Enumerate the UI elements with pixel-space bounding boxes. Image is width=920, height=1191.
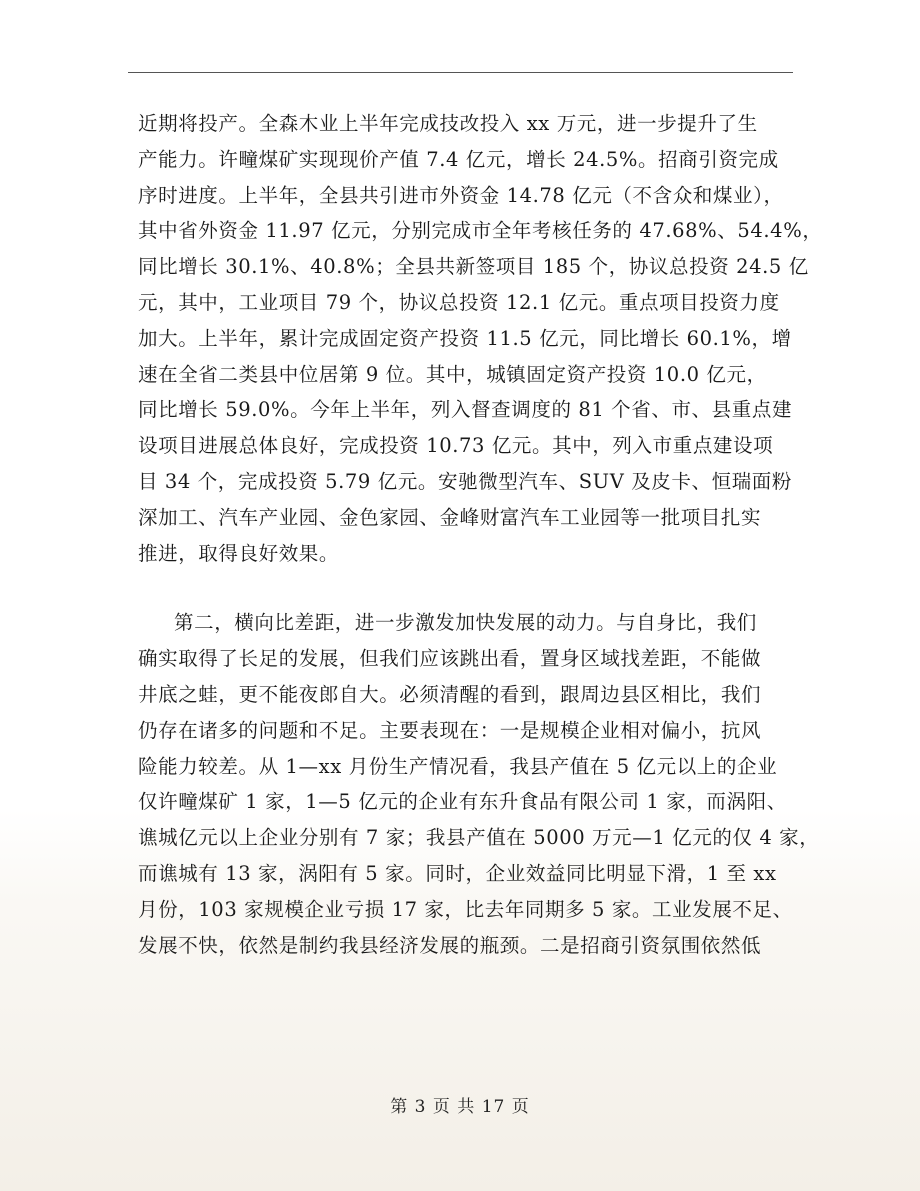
text-line: 月份，103 家规模企业亏损 17 家，比去年同期多 5 家。工业发展不足、 <box>138 897 793 921</box>
text-line: 井底之蛙，更不能夜郎自大。必须清醒的看到，跟周边县区相比，我们 <box>138 682 762 706</box>
text-line: 目 34 个，完成投资 5.79 亿元。安驰微型汽车、SUV 及皮卡、恒瑞面粉 <box>138 469 792 493</box>
text-line: 同比增长 30.1%、40.8%；全县共新签项目 185 个，协议总投资 24.5 亿 <box>138 255 809 279</box>
text-line: 确实取得了长足的发展，但我们应该跳出看，置身区域找差距，不能做 <box>138 647 762 671</box>
header-rule <box>128 72 793 73</box>
text-line: 元，其中，工业项目 79 个，协议总投资 12.1 亿元。重点项目投资力度 <box>138 290 780 314</box>
text-line: 近期将投产。全森木业上半年完成技改投入 xx 万元，进一步提升了生 <box>138 112 758 135</box>
text-line: 推进，取得良好效果。 <box>138 541 340 565</box>
text-line: 第二，横向比差距，进一步激发加快发展的动力。与自身比，我们 <box>174 611 757 635</box>
text-line: 设项目进展总体良好，完成投资 10.73 亿元。其中，列入市重点建设项 <box>138 434 774 458</box>
text-line: 仍存在诸多的问题和不足。主要表现在：一是规模企业相对偏小，抗风 <box>138 718 762 742</box>
text-line: 序时进度。上半年，全县共引进市外资金 14.78 亿元（不含众和煤业）， <box>138 183 784 207</box>
text-line: 速在全省二类县中位居第 9 位。其中，城镇固定资产投资 10.0 亿元， <box>138 362 767 386</box>
text-line: 深加工、汽车产业园、金色家园、金峰财富汽车工业园等一批项目扎实 <box>138 505 762 529</box>
text-line: 加大。上半年，累计完成固定资产投资 11.5 亿元，同比增长 60.1%，增 <box>138 326 792 350</box>
text-line: 仅许疃煤矿 1 家，1—5 亿元的企业有东升食品有限公司 1 家，而涡阳、 <box>138 790 787 814</box>
text-line: 发展不快，依然是制约我县经济发展的瓶颈。二是招商引资氛围依然低 <box>138 933 762 957</box>
text-line: 而谯城有 13 家，涡阳有 5 家。同时，企业效益同比明显下滑，1 至 xx <box>138 861 777 885</box>
text-line: 产能力。许疃煤矿实现现价产值 7.4 亿元，增长 24.5%。招商引资完成 <box>138 147 779 171</box>
text-line: 其中省外资金 11.97 亿元，分别完成市全年考核任务的 47.68%、54.4%， <box>138 219 823 243</box>
text-line: 同比增长 59.0%。今年上半年，列入督查调度的 81 个省、市、县重点建 <box>138 398 793 422</box>
page-number-footer: 第 3 页 共 17 页 <box>390 1097 530 1117</box>
paragraph-1 <box>138 106 823 571</box>
text-line: 险能力较差。从 1—xx 月份生产情况看，我县产值在 5 亿元以上的企业 <box>138 754 778 778</box>
text-line: 谯城亿元以上企业分别有 7 家；我县产值在 5000 万元—1 亿元的仅 4 家， <box>138 826 820 850</box>
paragraph-2 <box>138 605 820 963</box>
paragraph-gap <box>138 571 783 605</box>
body-text <box>138 106 823 963</box>
